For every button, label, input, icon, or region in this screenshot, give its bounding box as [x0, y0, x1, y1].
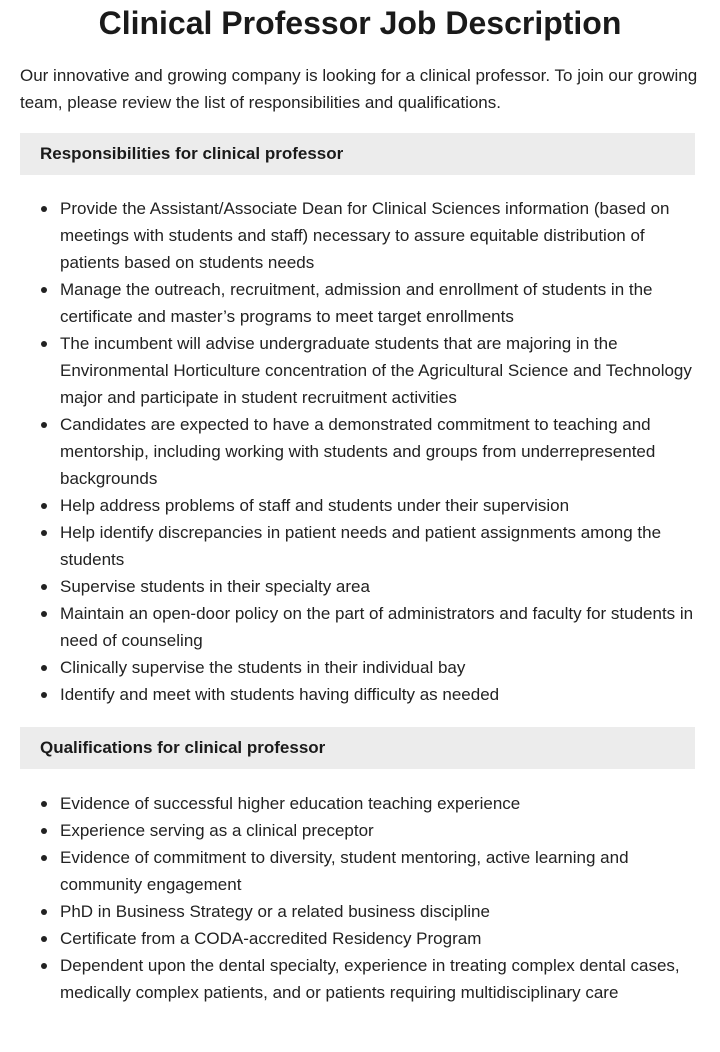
bullet-icon — [41, 341, 47, 347]
list-item — [60, 952, 700, 1006]
bullet-icon — [41, 422, 47, 428]
list-item — [60, 790, 700, 817]
list-item — [60, 276, 700, 330]
list-item-text: Clinically supervise the students in their individual bay — [60, 658, 466, 677]
list-item-text: PhD in Business Strategy or a related business discipline — [60, 902, 490, 921]
bullet-icon — [41, 909, 47, 915]
list-item-text: Maintain an open-door policy on the part of administrators and faculty for students in need of counseling — [60, 604, 694, 650]
list-item — [60, 817, 700, 844]
bullet-icon — [41, 611, 47, 617]
list-item — [60, 654, 700, 681]
bullet-icon — [41, 801, 47, 807]
list-item-text: The incumbent will advise undergraduate students that are majoring in the Environmental Horticulture concentration of the Agricultural Science and Technology major and participate in student recruitment activities — [60, 334, 692, 407]
list-item-text: Certificate from a CODA-accredited Residency Program — [60, 929, 482, 948]
list-item-text: Identify and meet with students having difficulty as needed — [60, 685, 500, 704]
qualifications-heading: Qualifications for clinical professor — [20, 727, 695, 769]
bullet-icon — [41, 963, 47, 969]
intro-paragraph: Our innovative and growing company is looking for a clinical professor. To join our growing team, please review the list of responsibilities and qualifications. — [20, 66, 698, 112]
bullet-icon — [41, 287, 47, 293]
bullet-icon — [41, 530, 47, 536]
bullet-icon — [41, 206, 47, 212]
list-item-text: Help identify discrepancies in patient needs and patient assignments among the students — [60, 523, 662, 569]
list-item-text: Evidence of commitment to diversity, student mentoring, active learning and community engagement — [60, 848, 629, 894]
list-item — [60, 573, 700, 600]
bullet-icon — [41, 855, 47, 861]
qualifications-list — [0, 790, 700, 1006]
list-item-text: Dependent upon the dental specialty, experience in treating complex dental cases, medically complex patients, and or patients requiring multidisciplinary care — [60, 956, 680, 1002]
list-item-text: Candidates are expected to have a demonstrated commitment to teaching and mentorship, including working with students and groups from underrepresented backgrounds — [60, 415, 656, 488]
list-item-text: Help address problems of staff and students under their supervision — [60, 496, 570, 515]
bullet-icon — [41, 503, 47, 509]
list-item — [60, 330, 700, 411]
list-item — [60, 411, 700, 492]
bullet-icon — [41, 584, 47, 590]
list-item — [60, 600, 700, 654]
bullet-icon — [41, 665, 47, 671]
list-item-text: Supervise students in their specialty area — [60, 577, 370, 596]
responsibilities-list — [0, 195, 700, 708]
page-title: Clinical Professor Job Description — [98, 5, 622, 41]
responsibilities-heading: Responsibilities for clinical professor — [20, 133, 695, 175]
list-item-text: Provide the Assistant/Associate Dean for Clinical Sciences information (based on meetings with students and staff) necessary to assure equitable distribution of patients based on students needs — [60, 199, 670, 272]
bullet-icon — [41, 692, 47, 698]
list-item-text: Evidence of successful higher education teaching experience — [60, 794, 521, 813]
bullet-icon — [41, 828, 47, 834]
list-item — [60, 519, 700, 573]
list-item — [60, 925, 700, 952]
list-item-text: Experience serving as a clinical preceptor — [60, 821, 374, 840]
bullet-icon — [41, 936, 47, 942]
list-item-text: Manage the outreach, recruitment, admission and enrollment of students in the certificate and master’s programs to meet target enrollments — [60, 280, 653, 326]
list-item — [60, 195, 700, 276]
list-item — [60, 844, 700, 898]
list-item — [60, 898, 700, 925]
list-item — [60, 492, 700, 519]
list-item — [60, 681, 700, 708]
